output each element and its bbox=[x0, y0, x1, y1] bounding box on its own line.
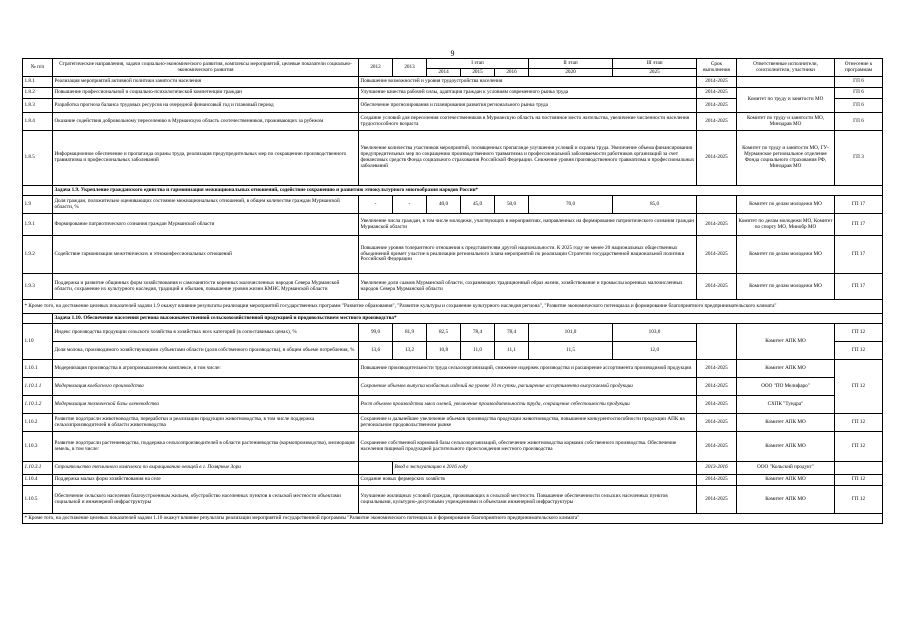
row-program: ГП 12 bbox=[835, 486, 883, 514]
row-term bbox=[697, 324, 737, 360]
value-2013: 81,9 bbox=[393, 324, 427, 342]
row-result: Повышение производительности труда сельхозорганизаций, снижение издержек производства и расширение ассортимента производимой продукции bbox=[359, 360, 697, 378]
row-responsible: Комитет АПК МО bbox=[737, 414, 835, 432]
row-responsible: Комитет по делам молодежи МО bbox=[737, 274, 835, 300]
row-responsible: Комитет АПК МО bbox=[737, 475, 835, 486]
value-2012: - bbox=[359, 196, 393, 214]
row-name: Формирование патриотического сознания граждан Мурманской области bbox=[53, 214, 359, 236]
value-2013: - bbox=[393, 196, 427, 214]
row-term: 2014-2025 bbox=[697, 378, 737, 396]
row-term: 2014-2025 bbox=[697, 396, 737, 414]
row-program: ГП 12 bbox=[835, 475, 883, 486]
row-name: Доля граждан, положительно оценивающих состояние межнациональных отношений, в общем количестве граждан Мурманской области, % bbox=[53, 196, 359, 214]
row-term: 2014-2025 bbox=[697, 88, 737, 99]
header-2015: 2015 bbox=[461, 69, 495, 77]
row-result: Сохранение собственной кормовой базы сельхозорганизаций, обеспечение животноводства кормами собственного производства. Обеспечение населения пищевой продукцией растительного происхождения местного производства bbox=[359, 432, 697, 462]
task-row bbox=[23, 314, 883, 324]
row-responsible: ООО "ПО Мелифаро" bbox=[737, 378, 835, 396]
row-term: 2014-2025 bbox=[697, 486, 737, 514]
table-row bbox=[23, 475, 883, 486]
row-term: 2014-2025 bbox=[697, 131, 737, 186]
table-row bbox=[23, 196, 883, 214]
row-result: Создание условий для переселения соотечественников в Мурманскую область на постоянное место жительства, увеличение численности населения трудоспособного возраста bbox=[359, 113, 697, 131]
row-number: 1.8.5 bbox=[23, 131, 53, 186]
row-name: Модернизация производства в агропромышленном комплексе, в том числе: bbox=[53, 360, 359, 378]
table-row bbox=[23, 131, 883, 186]
value-2020: 70,0 bbox=[529, 196, 613, 214]
table-row bbox=[23, 414, 883, 432]
row-name: Оказание содействия добровольному переселению в Мурманскую область соотечественников, проживающих за рубежом bbox=[53, 113, 359, 131]
note-row bbox=[23, 514, 883, 524]
row-program: ГП 17 bbox=[835, 196, 883, 214]
header-2013: 2013 bbox=[393, 59, 427, 77]
header-num: № п/п bbox=[23, 59, 53, 77]
value-2012 bbox=[359, 462, 393, 475]
row-number: 1.10.4 bbox=[23, 475, 53, 486]
row-program: ГП 17 bbox=[835, 236, 883, 274]
row-result: Улучшение жилищных условий граждан, проживающих в сельской местности. Повышение обеспеченности сельских населенных пунктов социальными, культурно-досуговыми учреждениями и объектами инженерной инфраструктуры bbox=[359, 486, 697, 514]
value-2016: 78,4 bbox=[495, 324, 529, 342]
row-program: ГП 6 bbox=[835, 88, 883, 99]
row-term: 2014-2025 bbox=[697, 113, 737, 131]
row-name: Индекс производства продукции сельского хозяйства в хозяйствах всех категорий (в сопоставимых ценах), % bbox=[53, 324, 359, 342]
table-row bbox=[23, 274, 883, 300]
table-row bbox=[23, 486, 883, 514]
task-title: Задача 1.9. Укрепление гражданского единства и гармонизация межнациональных отношений, содействие сохранению и развитию этнокультурного многообразия народов России* bbox=[53, 186, 883, 196]
header-2014: 2014 bbox=[427, 69, 461, 77]
row-program: ГП 17 bbox=[835, 274, 883, 300]
header-stage-2: II этап bbox=[529, 59, 613, 69]
row-number: 1.9.1 bbox=[23, 214, 53, 236]
row-result: Обеспечение прогнозирования и планирования развития регионального рынка труда bbox=[359, 99, 697, 113]
row-program: ГП 17 bbox=[835, 214, 883, 236]
value-2015: 45,0 bbox=[461, 196, 495, 214]
value-2015: 11,0 bbox=[461, 342, 495, 360]
row-result: Увеличение количества участников мероприятий, посвященных пропаганде улучшения условий и охраны труда. Увеличение объема финансирования предупредительных мер по сокращению производственного травматизма и профессиональной заболеваемости работников организаций за счет финансовых средств Фонда социального страхования Российской Федерации. Снижение уровня производственного травматизма и профессиональных заболеваний bbox=[359, 131, 697, 186]
row-name: Развитие подотрасли животноводства, переработки и реализации продукции животноводства, в том числе поддержка сельхозпроизводителей в области животноводства bbox=[53, 414, 359, 432]
value-2016: 11,1 bbox=[495, 342, 529, 360]
row-name: Доля молока, производимого хозяйствующими субъектами области (доля собственного производства), в общем объеме потребления, % bbox=[53, 342, 359, 360]
row-number bbox=[23, 314, 53, 324]
row-name: Поддержка малых форм хозяйствования на селе bbox=[53, 475, 359, 486]
row-program: ГП 12 bbox=[835, 414, 883, 432]
task-row bbox=[23, 186, 883, 196]
header-2016: 2016 bbox=[495, 69, 529, 77]
header-program: Отнесение к программам bbox=[835, 59, 883, 77]
header-2012: 2012 bbox=[359, 59, 393, 77]
row-program: ГП 6 bbox=[835, 77, 883, 88]
row-number: 1.9.3 bbox=[23, 274, 53, 300]
page-number: 9 bbox=[450, 49, 455, 58]
value-2025: 12,0 bbox=[613, 342, 697, 360]
row-name: Повышение профессиональной и социально-психологической компетенции граждан bbox=[53, 88, 359, 99]
row-number: 1.10.1.1 bbox=[23, 378, 53, 396]
row-program: ГП 12 bbox=[835, 324, 883, 342]
header-2025: 2025 bbox=[613, 69, 697, 77]
row-responsible: Комитет по труду и занятости МО, ГУ-Мурманское региональное отделение Фонда социального страхования РФ, Минздрав МО bbox=[737, 131, 835, 186]
row-program: ГП 12 bbox=[835, 360, 883, 414]
row-program: ГП 12 bbox=[835, 432, 883, 462]
header-term: Срок выполнения bbox=[697, 59, 737, 77]
row-name: Модернизация технической базы оленеводства bbox=[53, 396, 359, 414]
table-row bbox=[23, 113, 883, 131]
row-result: Повышение уровня толерантного отношения к представителям другой национальности. К 2025 году не менее 20 национальных общественных объединений примет участие в реализации регионального плана мероприятий по реализации Стратегии государственной национальной политики Российской Федерации bbox=[359, 236, 697, 274]
row-result: Повышение возможностей и уровня трудоустройства населения bbox=[359, 77, 697, 88]
row-result: Увеличение числа граждан, в том числе молодежи, участвующих в мероприятиях, направленных на формирование патриотического сознания граждан Мурманской области bbox=[359, 214, 697, 236]
row-term: 2014-2025 bbox=[697, 214, 737, 236]
row-number: 1.10.2 bbox=[23, 414, 53, 432]
table-row bbox=[23, 396, 883, 414]
value-2013: 13,2 bbox=[393, 342, 427, 360]
row-number: 1.8.4 bbox=[23, 113, 53, 131]
row-responsible: Комитет АПК МО bbox=[737, 432, 835, 462]
value-2020: 11,5 bbox=[529, 342, 613, 360]
row-term: 2014-2025 bbox=[697, 99, 737, 113]
row-responsible: Комитет АПК МО bbox=[737, 324, 835, 360]
row-number: 1.10.1.2 bbox=[23, 396, 53, 414]
row-result: Сохранение объемов выпуска колбасных изделий на уровне 10 т сутки, расширение ассортимента выпускаемой продукции bbox=[359, 378, 697, 396]
row-number: 1.8.3 bbox=[23, 99, 53, 113]
row-number: 1.8.2 bbox=[23, 88, 53, 99]
header-row bbox=[23, 59, 883, 69]
row-term: 2014-2025 bbox=[697, 414, 737, 432]
row-program: ГП 3 bbox=[835, 131, 883, 186]
row-result: Создание новых фермерских хозяйств bbox=[359, 475, 697, 486]
row-name: Модернизация колбасного производства bbox=[53, 378, 359, 396]
row-responsible: Комитет по делам молодежи МО bbox=[737, 236, 835, 274]
row-term: 2014-2025 bbox=[697, 475, 737, 486]
row-name: Поддержка и развитие общинных форм хозяйствования и самозанятости коренных малочисленных народов Севера Мурманской области, сохранение их культурного наследия, традиций и обычаев, повышение уровня жизни КМНС Мурманской области bbox=[53, 274, 359, 300]
header-stage-1: I этап bbox=[427, 59, 529, 69]
row-term: 2013-2016 bbox=[697, 462, 737, 475]
row-term: 2014-2025 bbox=[697, 360, 737, 378]
task-title: Задача 1.10. Обеспечение населения региона высококачественной сельскохозяйственной продукцией и продовольствием местного производства* bbox=[53, 314, 883, 324]
row-result: Улучшение качества рабочей силы, адаптация граждан к условиям современного рынка труда bbox=[359, 88, 697, 99]
row-name: Разработка прогноза баланса трудовых ресурсов на очередной финансовый год и плановый период bbox=[53, 99, 359, 113]
value-2014: 40,0 bbox=[427, 196, 461, 214]
row-responsible bbox=[737, 77, 835, 88]
strategy-table bbox=[22, 58, 883, 524]
table-row bbox=[23, 360, 883, 378]
table-row bbox=[23, 88, 883, 99]
row-responsible: Комитет по делам молодежи МО, Комитет по спорту МО, Минобр МО bbox=[737, 214, 835, 236]
table-row bbox=[23, 77, 883, 88]
header-title: Стратегические направления, задачи социально-экономического развития, комплексы мероприятий, целевые показатели социально-экономического развития bbox=[53, 59, 359, 77]
row-name: Информационное обеспечение и пропаганда охраны труда, реализация предупредительных мер по сокращению производственного травматизма и профессиональных заболеваний bbox=[53, 131, 359, 186]
table-row bbox=[23, 378, 883, 396]
row-name: Реализация мероприятий активной политики занятости населения bbox=[53, 77, 359, 88]
row-program: ГП 12 bbox=[835, 342, 883, 360]
row-program: ГП 6 bbox=[835, 99, 883, 113]
row-result: Увеличение доли саамов Мурманской области, сохраняющих традиционный образ жизни, хозяйствование и промыслы коренных малочисленных народов Севера Мурманской области bbox=[359, 274, 697, 300]
row-responsible: СХПК "Тундра" bbox=[737, 396, 835, 414]
value-2016: 50,0 bbox=[495, 196, 529, 214]
header-responsible: Ответственные исполнители, соисполнители, участники bbox=[737, 59, 835, 77]
value-2012: 13,6 bbox=[359, 342, 393, 360]
value-2025: 103,0 bbox=[613, 324, 697, 342]
value-2025: 85,0 bbox=[613, 196, 697, 214]
value-2020: 101,0 bbox=[529, 324, 613, 342]
value-2014: 10,8 bbox=[427, 342, 461, 360]
row-term: 2014-2025 bbox=[697, 236, 737, 274]
row-number: 1.10.3.1 bbox=[23, 462, 53, 475]
row-number: 1.10.5 bbox=[23, 486, 53, 514]
row-number bbox=[23, 186, 53, 196]
header-stage-3: III этап bbox=[613, 59, 697, 69]
table-row bbox=[23, 236, 883, 274]
footnote: * Кроме того, на достижение целевых показателей задачи 1.10 окажут влияние результаты реализации мероприятий государственной программы "Развитие экономического потенциала и формирование благоприятного предпринимательского климата" bbox=[23, 514, 883, 524]
row-responsible: Комитет по труду и занятости МО, Минздрав МО bbox=[737, 113, 835, 131]
row-term: 2014-2025 bbox=[697, 274, 737, 300]
row-result: Ввод в эксплуатацию в 2016 году bbox=[393, 462, 697, 475]
note-row bbox=[23, 300, 883, 314]
row-number: 1.10.1 bbox=[23, 360, 53, 378]
row-result: Рост объемов производства мяса оленей, увеличение производительности труда, сокращение себестоимости продукции bbox=[359, 396, 697, 414]
row-number: 1.8.1 bbox=[23, 77, 53, 88]
row-program: ГП 6 bbox=[835, 113, 883, 131]
row-responsible: Комитет по труду и занятости МО bbox=[737, 88, 835, 113]
table-row bbox=[23, 432, 883, 462]
row-number: 1.10.3 bbox=[23, 432, 53, 462]
row-responsible: Комитет АПК МО bbox=[737, 360, 835, 378]
row-name: Строительство тепличного комплекса по выращиванию овощей в г. Полярные Зори bbox=[53, 462, 359, 475]
row-term: 2014-2025 bbox=[697, 432, 737, 462]
header-2020: 2020 bbox=[529, 69, 613, 77]
row-responsible: Комитет по делам молодежи МО bbox=[737, 196, 835, 214]
value-2014: 82,5 bbox=[427, 324, 461, 342]
row-number: 1.10 bbox=[23, 324, 53, 360]
row-number: 1.9 bbox=[23, 196, 53, 214]
row-program bbox=[835, 462, 883, 475]
row-term bbox=[697, 196, 737, 214]
table-row bbox=[23, 214, 883, 236]
value-2015: 78,4 bbox=[461, 324, 495, 342]
row-responsible: ООО "Кольский продукт" bbox=[737, 462, 835, 475]
row-name: Развитие подотрасли растениеводства, поддержка сельхозпроизводителей в области растениеводства (кормопроизводства), мелиорация земель, в том числе: bbox=[53, 432, 359, 462]
table-row bbox=[23, 462, 883, 475]
row-responsible: Комитет АПК МО bbox=[737, 486, 835, 514]
row-name: Обеспечение сельского населения благоустроенным жильем, обустройство населенных пунктов в сельской местности объектами социальной и инженерной инфраструктуры bbox=[53, 486, 359, 514]
row-number: 1.9.2 bbox=[23, 236, 53, 274]
row-name: Содействие гармонизации межэтнических и этноконфессиональных отношений bbox=[53, 236, 359, 274]
footnote: * Кроме того, на достижение целевых показателей задачи 1.9 окажут влияние результаты реализации мероприятий государственных программ "Развитие образования", "Развитие культуры и сохранение культурного наследия региона", "Развитие экономического потенциала и формирование благоприятного предпринимательского климата" bbox=[23, 300, 883, 314]
row-result: Сохранение и дальнейшее увеличение объемов производства продукции животноводства, повышение конкурентоспособности продукции АПК на региональном продовольственном рынке bbox=[359, 414, 697, 432]
table-row bbox=[23, 324, 883, 342]
value-2012: 99,0 bbox=[359, 324, 393, 342]
row-term: 2014-2025 bbox=[697, 77, 737, 88]
